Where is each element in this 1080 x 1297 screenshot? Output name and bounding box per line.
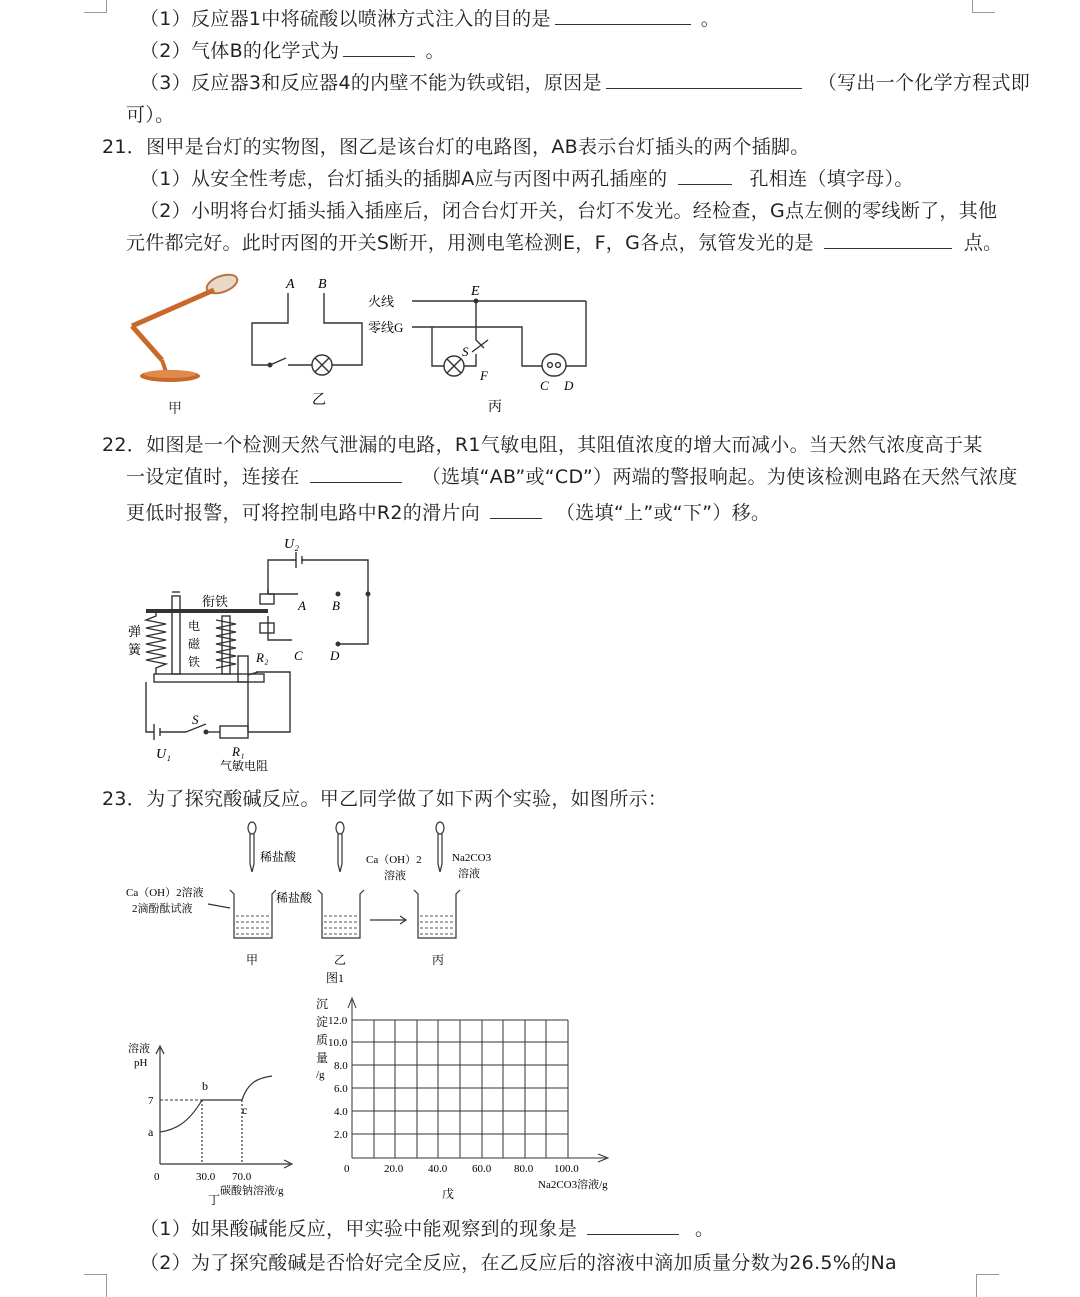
- x-axis-label: 碳酸钠溶液/g: [220, 1185, 284, 1197]
- q23-stem: 23．为了探究酸碱反应。甲乙同学做了如下两个实验，如图所示：: [102, 788, 668, 810]
- label-C: C: [294, 648, 303, 663]
- point-c: c: [242, 1103, 248, 1117]
- q21-part1: （1）从安全性考虑，台灯插头的插脚A应与丙图中两孔插座的 孔相连（填字母）。: [140, 168, 914, 190]
- q20-part3-cont: 可）。: [126, 104, 175, 126]
- ylabel-char-4: 量: [316, 1051, 329, 1065]
- label-ci: 磁: [188, 637, 201, 651]
- q20-part2: （2）气体B的化学式为 。: [140, 40, 445, 62]
- ylabel-char-2: 淀: [316, 1015, 329, 1029]
- label-dropper-1: 稀盐酸: [260, 850, 297, 864]
- answer-blank[interactable]: [343, 38, 415, 57]
- label-xiantie: 衔铁: [202, 594, 229, 609]
- label-S: S: [192, 712, 199, 727]
- corner-mark-bottom-left: [84, 1274, 107, 1297]
- q20-part3: （3）反应器3和反应器4的内壁不能为铁或铝，原因是 （写出一个化学方程式即: [140, 72, 1031, 94]
- label-tanhuang-1: 弹: [128, 624, 142, 639]
- q20-part1: （1）反应器1中将硫酸以喷淋方式注入的目的是 。: [140, 8, 721, 30]
- q23-figure-wu: [306, 994, 626, 1204]
- label-A: A: [286, 277, 295, 292]
- answer-blank[interactable]: [824, 230, 952, 249]
- x-axis-label: Na2CO3溶液/g: [538, 1179, 608, 1191]
- label-C: C: [540, 378, 549, 393]
- q23-figure-ding: [122, 1036, 322, 1206]
- q22-line3: 更低时报警，可将控制电路中R2的滑片向 （选填“上”或“下”）移。: [126, 502, 771, 524]
- answer-blank[interactable]: [678, 166, 732, 185]
- x-tick-70: 70.0: [232, 1171, 252, 1183]
- label-tanhuang-2: 簧: [128, 642, 142, 657]
- x-tick-80: 80.0: [514, 1163, 534, 1175]
- y-tick-8: 8.0: [334, 1060, 348, 1072]
- x-tick-0: 0: [344, 1163, 350, 1175]
- x-tick-20: 20.0: [384, 1163, 404, 1175]
- y-tick-2: 2.0: [334, 1129, 348, 1141]
- x-tick-100: 100.0: [554, 1163, 579, 1175]
- point-b: b: [202, 1079, 208, 1093]
- label-jia: 甲: [168, 402, 182, 417]
- label-S: S: [462, 344, 469, 359]
- label-bing: 丙: [432, 953, 445, 967]
- corner-mark-top-left: [84, 0, 107, 13]
- label-A: A: [298, 598, 306, 613]
- label-sensor: 气敏电阻: [220, 759, 269, 773]
- label-tie: 铁: [188, 655, 201, 669]
- point-a: a: [148, 1125, 154, 1139]
- label-U1: U₁: [156, 747, 171, 762]
- desk-lamp-photo: [132, 271, 240, 382]
- q23-figure-1: [122, 818, 522, 988]
- label-beaker-2: 稀盐酸: [276, 891, 313, 905]
- answer-blank[interactable]: [555, 6, 691, 25]
- label-dropper-3b: 溶液: [458, 868, 480, 880]
- label-D: D: [564, 378, 574, 393]
- label-huoxian: 火线: [368, 294, 395, 309]
- y-tick-4: 4.0: [334, 1106, 348, 1118]
- label-beaker-1b: 2滴酚酞试液: [132, 903, 193, 915]
- caption-wu: 戊: [442, 1187, 455, 1201]
- q22-line1: 22．如图是一个检测天然气泄漏的电路，R1气敏电阻，其阻值浓度的增大而减小。当天然气浓度高于某: [102, 434, 983, 456]
- answer-blank[interactable]: [310, 464, 402, 483]
- circuit-bing: [412, 299, 586, 376]
- label-R1: R₁: [232, 744, 245, 759]
- label-F: F: [480, 368, 488, 383]
- x-tick-30: 30.0: [196, 1171, 216, 1183]
- y-tick-6: 6.0: [334, 1083, 348, 1095]
- q21-stem: 21．图甲是台灯的实物图，图乙是该台灯的电路图，AB表示台灯插头的两个插脚。: [102, 136, 810, 158]
- label-D: D: [330, 648, 340, 663]
- ylabel-1: 溶液: [128, 1043, 150, 1055]
- q22-line2: 一设定值时，连接在 （选填“AB”或“CD”）两端的警报响起。为使该检测电路在天然气浓度: [126, 466, 1018, 488]
- ylabel-char-5: /g: [316, 1069, 325, 1081]
- label-beaker-1a: Ca（OH）2溶液: [126, 887, 204, 899]
- answer-blank[interactable]: [587, 1216, 679, 1235]
- q23-part1: （1）如果酸碱能反应，甲实验中能观察到的现象是 。: [140, 1218, 715, 1240]
- label-yi: 乙: [312, 393, 326, 408]
- label-yi: 乙: [334, 953, 347, 967]
- label-dropper-2a: Ca（OH）2: [366, 854, 422, 866]
- y-tick-10: 10.0: [328, 1037, 348, 1049]
- label-E: E: [471, 284, 480, 299]
- label-B: B: [318, 277, 327, 292]
- label-dian: 电: [188, 619, 201, 633]
- corner-mark-top-right: [972, 0, 995, 13]
- label-dropper-2b: 溶液: [384, 870, 406, 882]
- x-tick-60: 60.0: [472, 1163, 492, 1175]
- caption-ding: 丁: [208, 1193, 221, 1206]
- label-U2: U₂: [284, 537, 299, 552]
- x-tick-0: 0: [154, 1171, 160, 1183]
- q21-part2-line1: （2）小明将台灯插头插入插座后，闭合台灯开关，台灯不发光。经检查，G点左侧的零线断了，其他: [140, 200, 998, 222]
- label-bing: 丙: [488, 400, 502, 415]
- ylabel-char-3: 质: [316, 1033, 329, 1047]
- label-jia: 甲: [246, 953, 259, 967]
- ylabel-char-1: 沉: [316, 997, 329, 1011]
- label-lingxian: 零线G: [368, 320, 404, 335]
- ylabel-2: pH: [134, 1057, 148, 1069]
- y-tick-7: 7: [148, 1095, 154, 1107]
- q22-figure: [122, 532, 392, 777]
- answer-blank[interactable]: [606, 70, 802, 89]
- circuit-yi: [252, 293, 362, 375]
- q21-figure: [122, 268, 602, 418]
- figure-1-caption: 图1: [326, 971, 345, 985]
- x-tick-40: 40.0: [428, 1163, 448, 1175]
- q23-part2: （2）为了探究酸碱是否恰好完全反应，在乙反应后的溶液中滴加质量分数为26.5%的Na: [140, 1252, 897, 1274]
- label-R2: R₂: [256, 650, 269, 665]
- label-B: B: [332, 598, 340, 613]
- y-tick-12: 12.0: [328, 1015, 348, 1027]
- answer-blank[interactable]: [490, 500, 542, 519]
- corner-mark-bottom-right: [976, 1274, 999, 1297]
- label-dropper-3a: Na2CO3: [452, 852, 492, 864]
- q21-part2-line2: 元件都完好。此时丙图的开关S断开，用测电笔检测E，F，G各点，氖管发光的是 点。: [126, 232, 1003, 254]
